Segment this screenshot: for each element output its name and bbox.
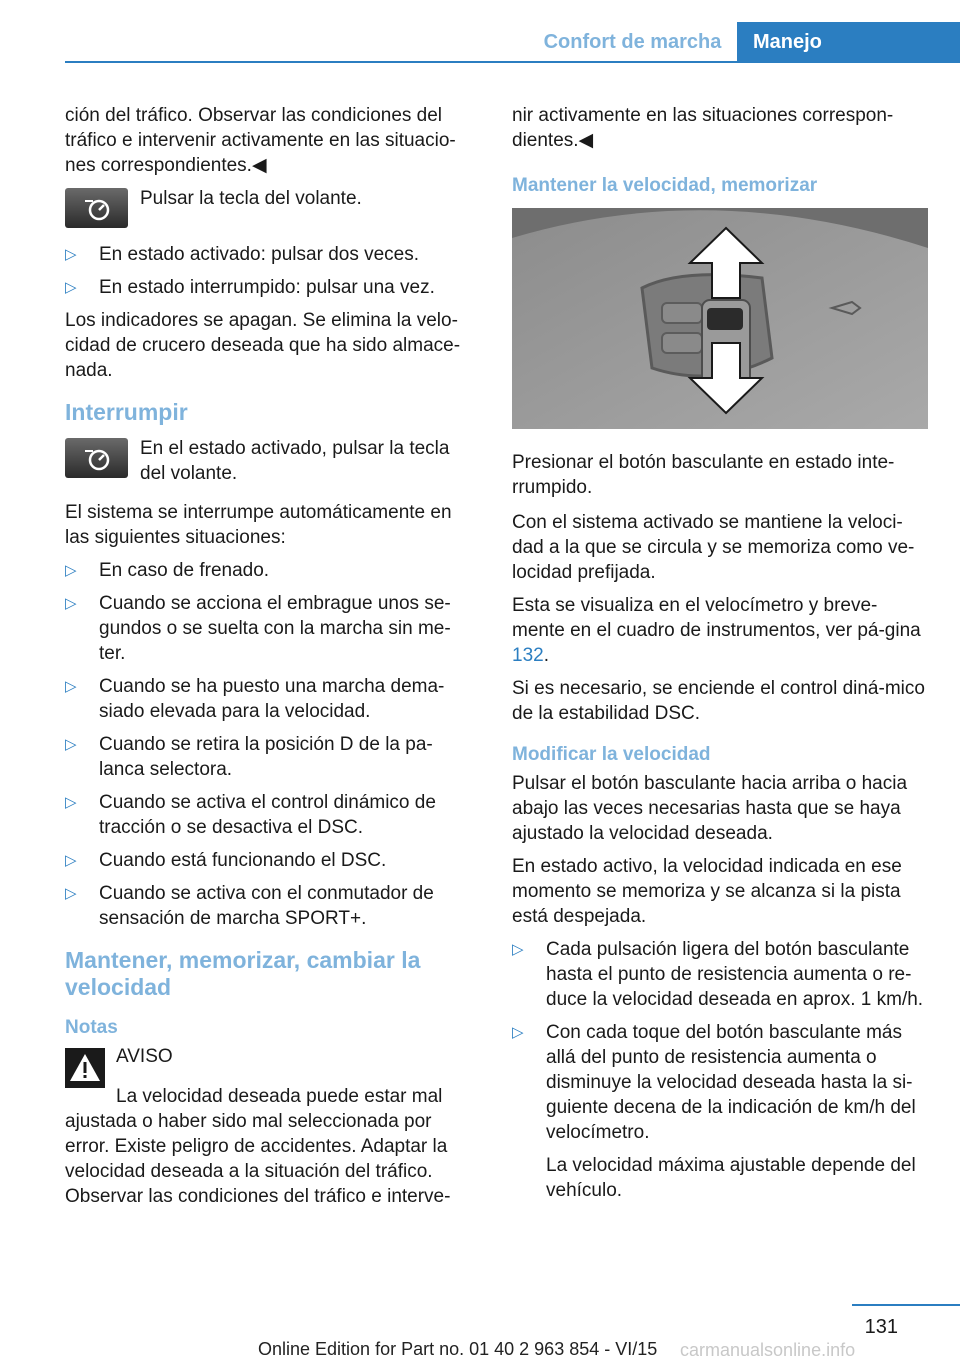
list-item: ▷ En estado activado: pulsar dos veces. [65, 244, 420, 265]
max-speed-paragraph: La velocidad máxima ajustable depende del vehículo. [546, 1155, 916, 1201]
press-paragraph: Presionar el botón basculante en estado inte‐rrumpido. [512, 452, 895, 498]
page-link[interactable]: 132 [512, 645, 544, 666]
bullet-triangle-icon: ▷ [65, 852, 77, 869]
icon-instruction-2: En el estado activado, pulsar la tecla del volante. [140, 438, 450, 484]
bullet-triangle-icon: ▷ [65, 736, 77, 753]
header-rule [65, 61, 960, 63]
list-item: ▷ Cuando se ha puesto una marcha dema‐siado elevada para la velocidad. [65, 676, 445, 722]
heading-interrumpir: Interrumpir [65, 399, 188, 425]
activated-paragraph: Con el sistema activado se mantiene la veloci‐dad a la que se circula y se memoriza como ve‐locidad prefijada. [512, 512, 915, 583]
list-item: ▷ En estado interrumpido: pulsar una vez. [65, 277, 435, 298]
header-chapter-tab: Manejo [737, 22, 960, 62]
steering-button-row-2 [65, 436, 477, 486]
left-column [65, 103, 477, 1217]
display-paragraph: Esta se visualiza en el velocímetro y breve‐mente en el cuadro de instrumentos, ver pá‐gina 132. [512, 595, 921, 666]
active-state-paragraph: En estado activo, la velocidad indicada en ese momento se memoriza y se alcanza si la pista está despejada. [512, 856, 902, 927]
bullet-list-1 [65, 242, 477, 300]
bullet-triangle-icon: ▷ [65, 595, 77, 612]
list-item: ▷ Cuando está funcionando el DSC. [65, 850, 387, 871]
list-item: ▷ En caso de frenado. [65, 560, 270, 581]
right-column [512, 103, 928, 1211]
list-item: ▷ Con cada toque del botón basculante más allá del punto de resistencia aumenta o disminuye la velocidad deseada hasta la si‐guiente decena de la indicación de km/h del velocímetro. [512, 1022, 916, 1143]
list-item: ▷ Cada pulsación ligera del botón basculante hasta el punto de resistencia aumenta o re‐duce la velocidad deseada en aprox. 1 km/h. [512, 939, 924, 1010]
bullet-triangle-icon: ▷ [65, 794, 77, 811]
bullet-triangle-icon: ▷ [65, 246, 77, 263]
page-header [0, 22, 960, 62]
list-item: ▷ Cuando se activa el control dinámico de tracción o se desactiva el DSC. [65, 792, 436, 838]
heading-modificar-velocidad: Modificar la velocidad [512, 744, 711, 765]
bullet-triangle-icon: ▷ [65, 562, 77, 579]
bullet-triangle-icon: ▷ [65, 678, 77, 695]
continued-paragraph: nir activamente en las situaciones correspon‐dientes.◀ [512, 105, 894, 151]
bullet-triangle-icon: ▷ [512, 941, 524, 958]
auto-interrupt-paragraph: El sistema se interrumpe automáticamente en las siguientes situaciones: [65, 502, 452, 548]
bullet-list-2 [65, 558, 477, 931]
page-number: 131 [864, 1316, 898, 1338]
push-paragraph: Pulsar el botón basculante hacia arriba o hacia abajo las veces necesarias hasta que se haya ajustado la velocidad deseada. [512, 773, 908, 844]
bullet-triangle-icon: ▷ [65, 279, 77, 296]
footer-rule [852, 1304, 960, 1306]
heading-mantener-velocidad: Mantener la velocidad, memorizar [512, 175, 818, 196]
bullet-triangle-icon: ▷ [65, 885, 77, 902]
warning-text: La velocidad deseada puede estar mal ajustada o haber sido mal seleccionada por error. Existe peligro de accidentes. Adaptar la velocidad deseada a la situación del tráfico. Observar las condiciones del tráfico e interve‐ [65, 1086, 451, 1207]
list-item: ▷ Cuando se acciona el embrague unos se‐gundos o se suelta con la marcha sin me‐ter. [65, 593, 451, 664]
heading-mantener-memorizar: Mantener, memorizar, cambiar la velocidad [65, 947, 421, 1000]
indicators-paragraph: Los indicadores se apagan. Se elimina la velo‐cidad de crucero deseada que ha sido almace‐nada. [65, 310, 461, 381]
cruise-control-button-icon [65, 188, 128, 228]
warning-block [65, 1044, 477, 1088]
heading-notas: Notas [65, 1017, 118, 1038]
cruise-control-button-icon [65, 438, 128, 478]
watermark: carmanualsonline.info [680, 1340, 856, 1360]
warning-triangle-icon [65, 1048, 105, 1088]
intro-paragraph: ción del tráfico. Observar las condiciones del tráfico e intervenir activamente en las situacio‐nes correspondientes.◀ [65, 105, 456, 176]
steering-button-row-1 [65, 186, 477, 228]
icon-instruction-1: Pulsar la tecla del volante. [140, 188, 362, 209]
warning-title: AVISO [116, 1046, 173, 1067]
steering-wheel-rocker-switch-image [512, 208, 928, 429]
bullet-list-right [512, 937, 928, 1145]
edition-text: Online Edition for Part no. 01 40 2 963 854 - VI/15 [258, 1339, 658, 1359]
header-section-title: Confort de marcha [543, 31, 722, 53]
dsc-paragraph: Si es necesario, se enciende el control diná‐mico de la estabilidad DSC. [512, 678, 925, 724]
list-item: ▷ Cuando se activa con el conmutador de sensación de marcha SPORT+. [65, 883, 434, 929]
bullet-triangle-icon: ▷ [512, 1024, 524, 1041]
list-item: ▷ Cuando se retira la posición D de la pa‐lanca selectora. [65, 734, 433, 780]
